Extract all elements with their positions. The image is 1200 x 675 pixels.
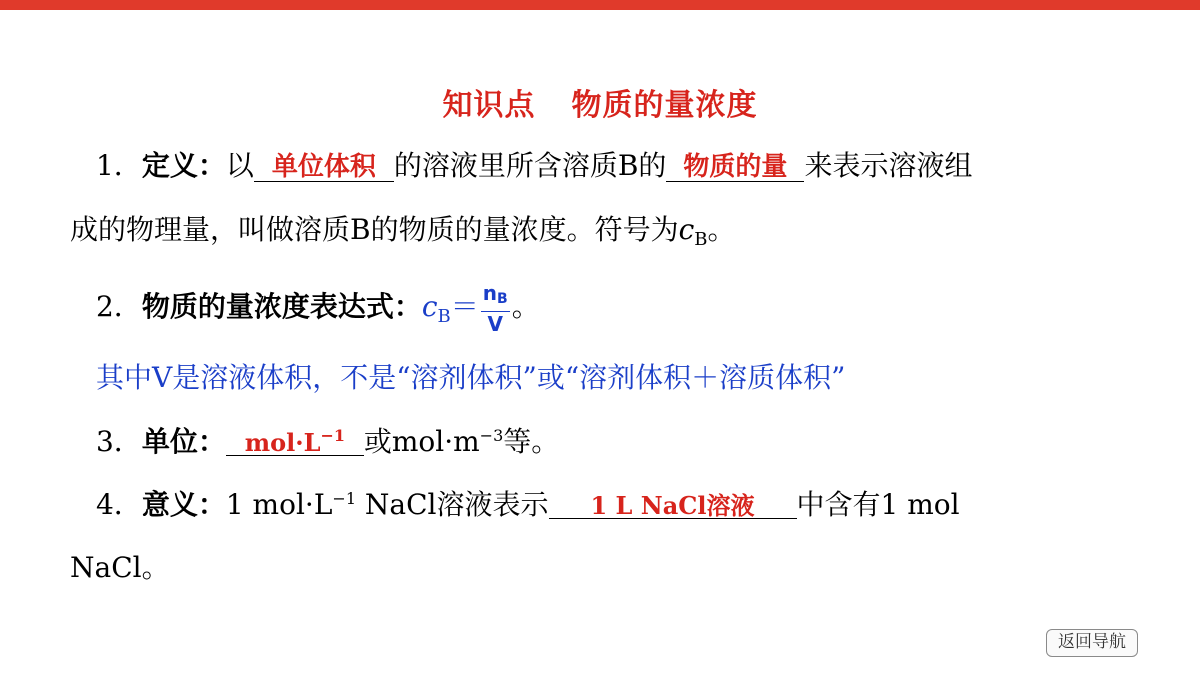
item1-number: 1．: [96, 149, 142, 182]
formula-fraction: [481, 281, 510, 336]
title-part1: 知识点: [442, 88, 536, 123]
item3-text1: 或mol·m: [363, 425, 480, 458]
item1-label: 定义：: [141, 149, 226, 182]
item2-number: 2．: [96, 290, 142, 323]
formula-c-subscript: B: [437, 306, 451, 327]
item1-line2: [70, 208, 736, 250]
item4-line1: [96, 483, 960, 523]
item1-line1: [96, 144, 972, 184]
item3-label: 单位：: [141, 425, 226, 458]
formula-equals: ＝: [450, 290, 479, 323]
symbol-c-subscript: B: [694, 229, 708, 250]
item4-text1: 1 mol·L: [225, 488, 333, 521]
top-accent-bar: [0, 0, 1200, 10]
item4-label: 意义：: [141, 488, 226, 521]
blank-unit-volume: 单位体积: [254, 154, 394, 182]
formula: [421, 281, 512, 336]
fraction-numerator: [481, 281, 510, 312]
numerator-subscript: B: [497, 291, 508, 307]
item3-sup: −3: [479, 426, 504, 445]
slide-title: [0, 80, 1200, 124]
item1-text4: 成的物理量，叫做溶质B的物质的量浓度。符号为: [70, 213, 679, 246]
item1-end: 。: [707, 213, 736, 246]
blank-unit-text: mol·L: [244, 428, 321, 457]
blank-solution: 1 L NaCl溶液: [549, 493, 797, 519]
blank-amount-of-substance: 物质的量: [666, 154, 804, 182]
item1-text2: 的溶液里所含溶质B的: [393, 149, 667, 182]
item3-number: 3．: [96, 425, 142, 458]
back-navigation-button[interactable]: 返回导航: [1046, 629, 1138, 657]
numerator-n: n: [482, 281, 498, 305]
item3-text2: 等。: [503, 425, 560, 458]
fraction-denominator: V: [487, 312, 503, 336]
item2-line: [96, 281, 540, 336]
title-part2: 物质的量浓度: [571, 88, 758, 123]
item2-end: 。: [511, 290, 540, 323]
item1-text1: 以: [225, 149, 254, 182]
item3-line: [96, 420, 559, 460]
symbol-c: c: [678, 213, 695, 246]
volume-note: 其中V是溶液体积，不是“溶剂体积”或“溶剂体积＋溶质体积”: [96, 361, 846, 394]
item4-text2: NaCl溶液表示: [356, 488, 549, 521]
item4-line2: NaCl。: [70, 551, 170, 584]
item4-number: 4．: [96, 488, 142, 521]
item4-text3: 中含有1 mol: [796, 488, 960, 521]
formula-c: c: [421, 290, 438, 323]
item2-label: 物质的量浓度表达式：: [141, 290, 422, 323]
item1-text3: 来表示溶液组: [804, 149, 973, 182]
item4-sup: −1: [332, 489, 357, 508]
blank-unit-sup: −1: [320, 426, 345, 445]
blank-unit: [226, 428, 364, 456]
